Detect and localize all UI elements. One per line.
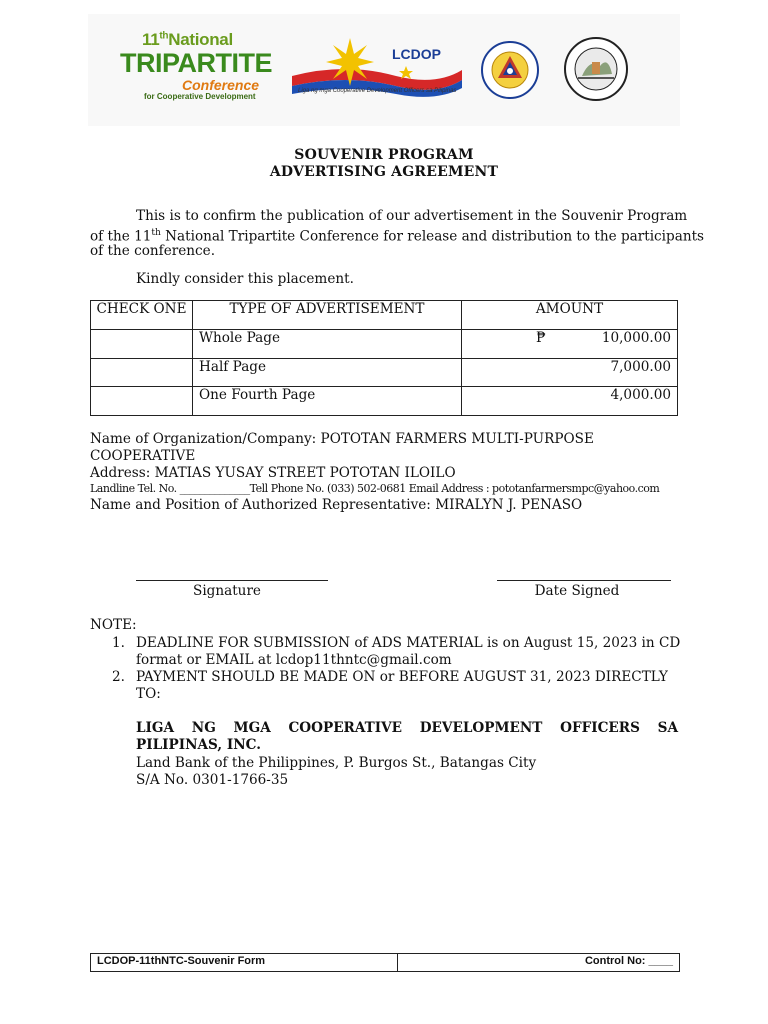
intro-line1: This is to confirm the publication of our advertisement in the Souvenir Program	[136, 208, 688, 224]
palawan-seal-icon	[556, 36, 636, 102]
ad-type-cell: Half Page	[193, 358, 462, 387]
header-ad-type: TYPE OF ADVERTISEMENT	[193, 301, 462, 330]
note-item2-number: 2.	[112, 669, 125, 685]
document-title-line2: ADVERTISING AGREEMENT	[269, 164, 499, 180]
table-row	[91, 358, 678, 387]
form-footer	[90, 953, 680, 972]
payment-note-line1: PAYMENT SHOULD BE MADE ON or BEFORE AUGUST 31, 2023 DIRECTLY	[136, 669, 668, 685]
deadline-note-line1: DEADLINE FOR SUBMISSION of ADS MATERIAL is on August 15, 2023 in CD	[136, 635, 681, 651]
payment-note-line2: TO:	[136, 686, 161, 702]
logo-conference-word: Conference	[182, 77, 260, 93]
lcdop-logo	[286, 36, 466, 102]
peso-icon: ₱	[536, 330, 546, 346]
note-item1-number: 1.	[112, 635, 125, 651]
date-signed-label: Date Signed	[534, 583, 620, 599]
check-cell-half-page[interactable]	[91, 358, 193, 387]
intro-line3: of the conference.	[90, 243, 216, 259]
lcdop-subtitle: Liga ng mga Cooperative Development Officers sa Pilipinas	[298, 88, 457, 94]
amount-cell: 7,000.00	[462, 358, 678, 387]
payee-name-line1: LIGA NG MGA COOPERATIVE DEVELOPMENT OFFICERS SA	[136, 720, 678, 736]
check-cell-one-fourth-page[interactable]	[91, 387, 193, 416]
cda-seal-icon	[478, 40, 548, 100]
logo-tagline: for Cooperative Development	[144, 92, 256, 101]
check-cell-whole-page[interactable]	[91, 330, 193, 359]
advertisement-table	[90, 300, 678, 416]
table-row	[91, 387, 678, 416]
header-check-one: CHECK ONE	[91, 301, 193, 330]
amount-cell: 4,000.00	[462, 387, 678, 416]
bank-address: Land Bank of the Philippines, P. Burgos St., Batangas City	[136, 755, 537, 771]
form-code: LCDOP-11thNTC-Souvenir Form	[97, 955, 266, 967]
logo-tripartite-word: TRIPARTITE	[120, 48, 272, 78]
contact-numbers: Landline Tel. No. ______________Tell Phone No. (033) 502-0681 Email Address : pototanfarmersmpc@yahoo.com	[90, 482, 660, 495]
placement-request: Kindly consider this placement.	[136, 271, 354, 287]
organization-line1: Name of Organization/Company: POTOTAN FARMERS MULTI-PURPOSE	[90, 431, 594, 447]
intro-line2: of the 11th National Tripartite Conference for release and distribution to the participants	[90, 228, 705, 245]
table-header-row	[91, 301, 678, 330]
control-number: Control No: ____	[584, 955, 673, 967]
address-field: Address: MATIAS YUSAY STREET POTOTAN ILOILO	[90, 465, 456, 481]
lcdop-name: LCDOP	[392, 46, 441, 62]
ad-type-cell: One Fourth Page	[193, 387, 462, 416]
tripartite-conference-logo	[120, 26, 270, 106]
payee-name-line2: PILIPINAS, INC.	[136, 737, 261, 753]
signature-label: Signature	[193, 583, 261, 599]
date-signed-line[interactable]	[497, 580, 671, 581]
authorized-representative: Name and Position of Authorized Representative: MIRALYN J. PENASO	[90, 497, 583, 513]
header-amount: AMOUNT	[462, 301, 678, 330]
document-title-line1: SOUVENIR PROGRAM	[294, 147, 474, 163]
amount-cell: ₱ 10,000.00	[462, 330, 678, 359]
footer-form-code-cell	[91, 954, 398, 971]
account-number: S/A No. 0301-1766-35	[136, 772, 289, 788]
note-label: NOTE:	[90, 617, 137, 633]
table-row	[91, 330, 678, 359]
logo-edition: 11thNational	[142, 30, 233, 49]
signature-line[interactable]	[136, 580, 328, 581]
deadline-note-line2: format or EMAIL at lcdop11thntc@gmail.com	[136, 652, 452, 668]
organization-line2: COOPERATIVE	[90, 448, 196, 464]
ad-type-cell: Whole Page	[193, 330, 462, 359]
